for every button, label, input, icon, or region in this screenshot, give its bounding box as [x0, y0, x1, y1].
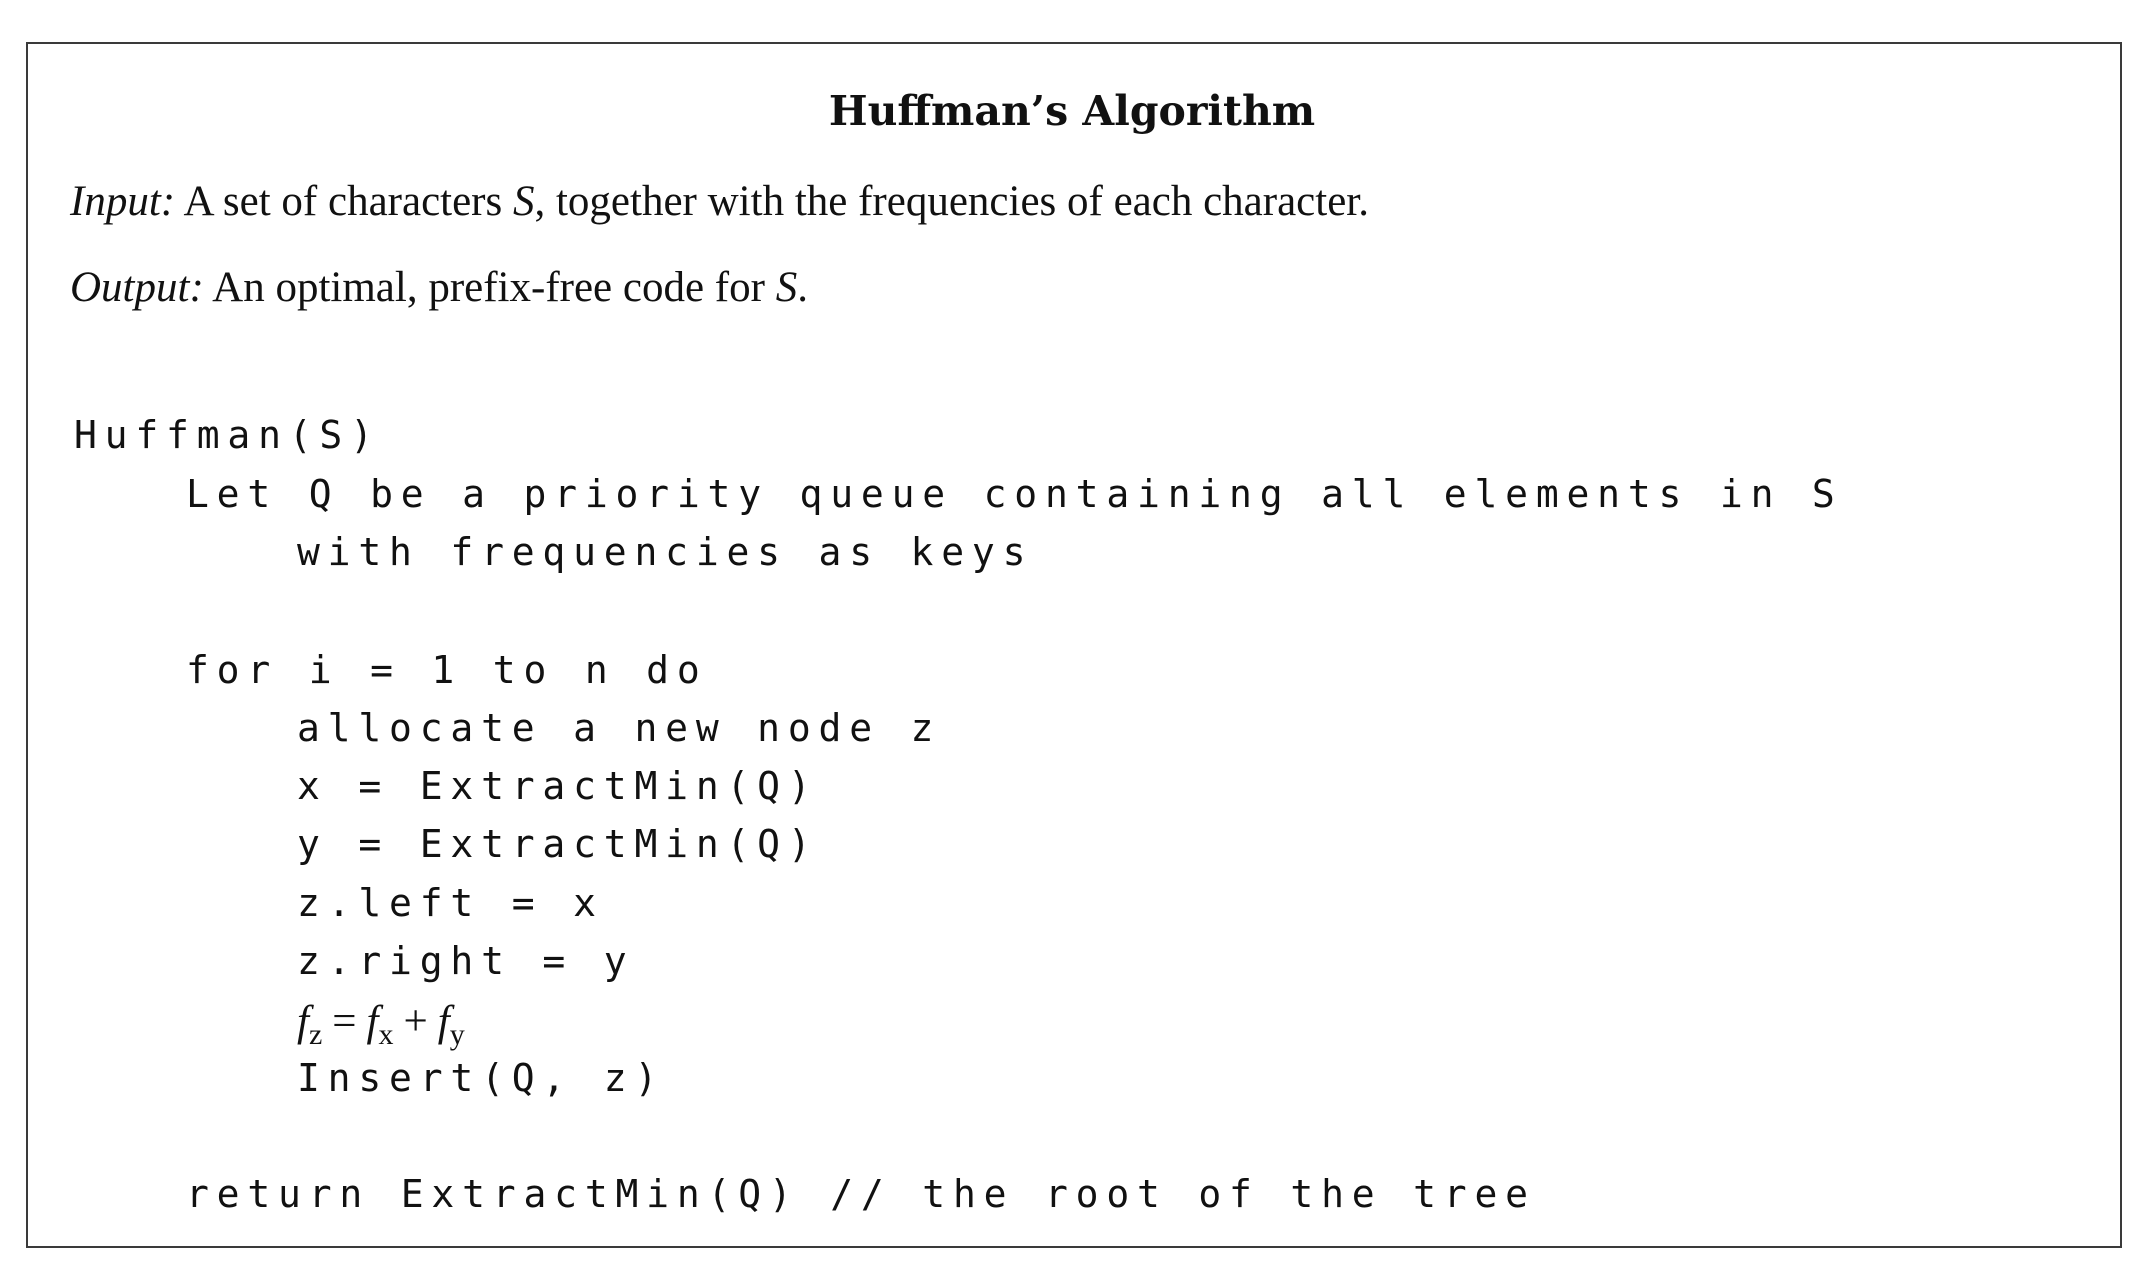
output-text-before: An optimal, prefix-free code for [203, 264, 776, 311]
output-text-after: . [797, 264, 808, 311]
freq-equals: = [332, 998, 357, 1045]
output-var: S [775, 264, 798, 311]
code-let-line: Let Q be a priority queue containing all elements in S [186, 472, 1843, 516]
input-description [70, 172, 1369, 232]
input-text-before: A set of characters [175, 178, 513, 225]
code-extract-x-line: x = ExtractMin(Q) [297, 764, 819, 808]
output-description [70, 258, 808, 318]
code-extract-y-line: y = ExtractMin(Q) [297, 822, 819, 866]
freq-sub-z: z [308, 1018, 323, 1051]
algorithm-title: Huffman’s Algorithm [828, 87, 1316, 135]
code-insert-line: Insert(Q, z) [297, 1056, 666, 1100]
freq-sub-x: x [378, 1018, 394, 1051]
freq-f-z: f [297, 998, 309, 1045]
code-alloc-line: allocate a new node z [297, 706, 942, 750]
input-var: S [512, 178, 535, 225]
code-right-assign-line: z.right = y [297, 939, 635, 983]
code-return-line: return ExtractMin(Q) // the root of the tree [186, 1172, 1536, 1216]
freq-f-x: f [366, 998, 379, 1045]
code-let-continuation: with frequencies as keys [297, 530, 1034, 574]
freq-f-y: f [437, 998, 450, 1045]
output-label: Output: [70, 264, 204, 311]
input-text-after: , together with the frequencies of each character. [534, 178, 1369, 225]
input-label: Input: [70, 178, 176, 225]
code-signature: Huffman(S) [74, 413, 381, 457]
code-left-assign-line: z.left = x [297, 881, 604, 925]
code-for-line: for i = 1 to n do [186, 648, 708, 692]
freq-sub-y: y [449, 1018, 465, 1051]
freq-plus: + [403, 998, 428, 1045]
